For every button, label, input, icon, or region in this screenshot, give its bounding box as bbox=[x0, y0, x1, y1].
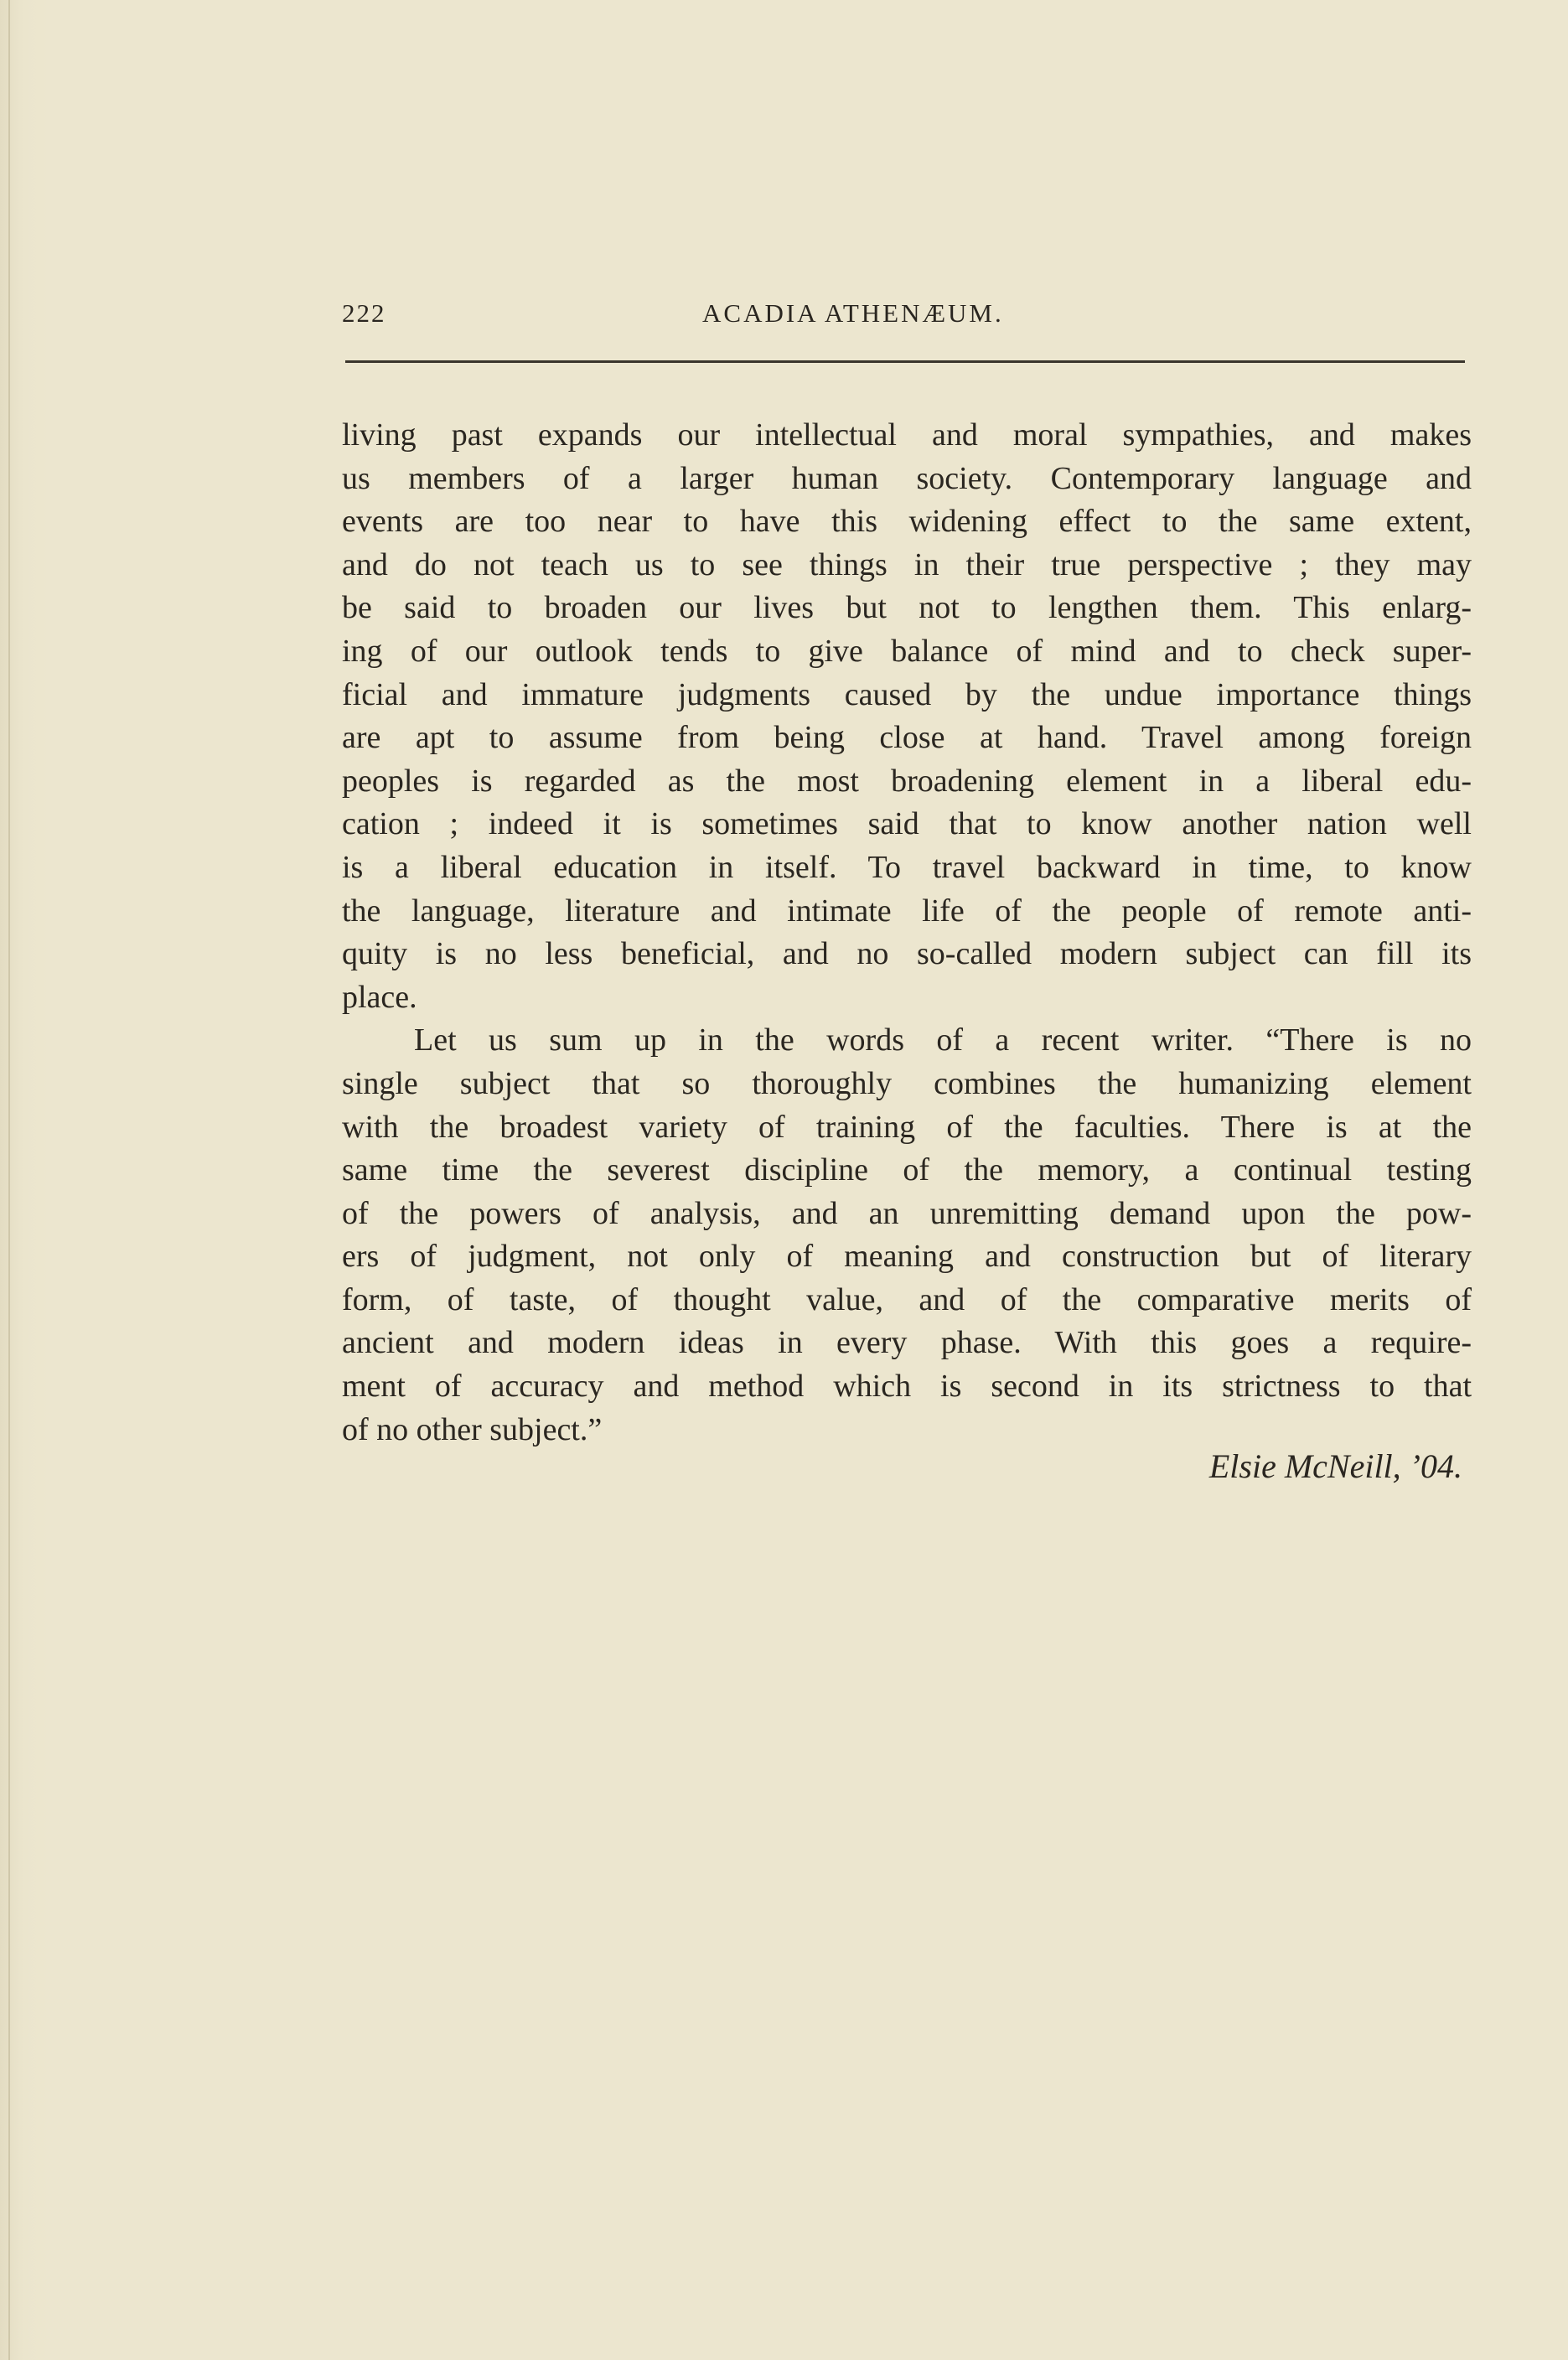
text-line: of no other subject.” bbox=[342, 1411, 603, 1447]
text-line: cation ; indeed it is sometimes said that to know another nation well bbox=[342, 806, 1472, 842]
binding-edge bbox=[8, 0, 10, 2360]
text-line: with the broadest variety of training of the faculties. There is at the bbox=[342, 1109, 1472, 1145]
text-line: living past expands our intellectual and moral sympathies, and makes bbox=[342, 417, 1472, 453]
text-line: same time the severest discipline of the memory, a continual testing bbox=[342, 1152, 1472, 1188]
page-header bbox=[342, 298, 1465, 332]
paragraph-1 bbox=[342, 414, 1472, 1019]
text-line: is a liberal education in itself. To travel backward in time, to know bbox=[342, 849, 1472, 885]
text-line: ancient and modern ideas in every phase. With this goes a require- bbox=[342, 1325, 1472, 1361]
text-line: ing of our outlook tends to give balance of mind and to check super- bbox=[342, 633, 1472, 669]
text-line: quity is no less beneficial, and no so-called modern subject can fill its bbox=[342, 936, 1472, 972]
text-line: place. bbox=[342, 979, 417, 1015]
text-line: of the powers of analysis, and an unremitting demand upon the pow- bbox=[342, 1195, 1472, 1231]
paragraph-2 bbox=[342, 1019, 1472, 1452]
text-line: Let us sum up in the words of a recent writer. “There is no bbox=[414, 1022, 1472, 1058]
text-line: single subject that so thoroughly combines the humanizing element bbox=[342, 1065, 1472, 1101]
text-line: and do not teach us to see things in their true perspective ; they may bbox=[342, 546, 1472, 582]
text-line: ers of judgment, not only of meaning and construction but of literary bbox=[342, 1239, 1472, 1275]
text-line: the language, literature and intimate life of the people of remote anti- bbox=[342, 893, 1472, 929]
header-rule bbox=[345, 360, 1465, 363]
text-line: form, of taste, of thought value, and of the comparative merits of bbox=[342, 1281, 1472, 1317]
running-title: ACADIA ATHENÆUM. bbox=[702, 298, 1004, 328]
text-line: ficial and immature judgments caused by the undue importance things bbox=[342, 676, 1472, 712]
text-line: us members of a larger human society. Contemporary language and bbox=[342, 460, 1472, 496]
page-number: 222 bbox=[342, 298, 386, 328]
article-body bbox=[342, 414, 1472, 1452]
text-line: ment of accuracy and method which is second in its strictness to that bbox=[342, 1369, 1472, 1405]
text-line: events are too near to have this widening effect to the same extent, bbox=[342, 504, 1472, 540]
text-line: be said to broaden our lives but not to lengthen them. This enlarg- bbox=[342, 590, 1472, 626]
author-signature: Elsie McNeill, ’04. bbox=[1208, 1447, 1462, 1485]
text-line: peoples is regarded as the most broadening element in a liberal edu- bbox=[342, 763, 1472, 799]
text-line: are apt to assume from being close at hand. Travel among foreign bbox=[342, 720, 1472, 756]
